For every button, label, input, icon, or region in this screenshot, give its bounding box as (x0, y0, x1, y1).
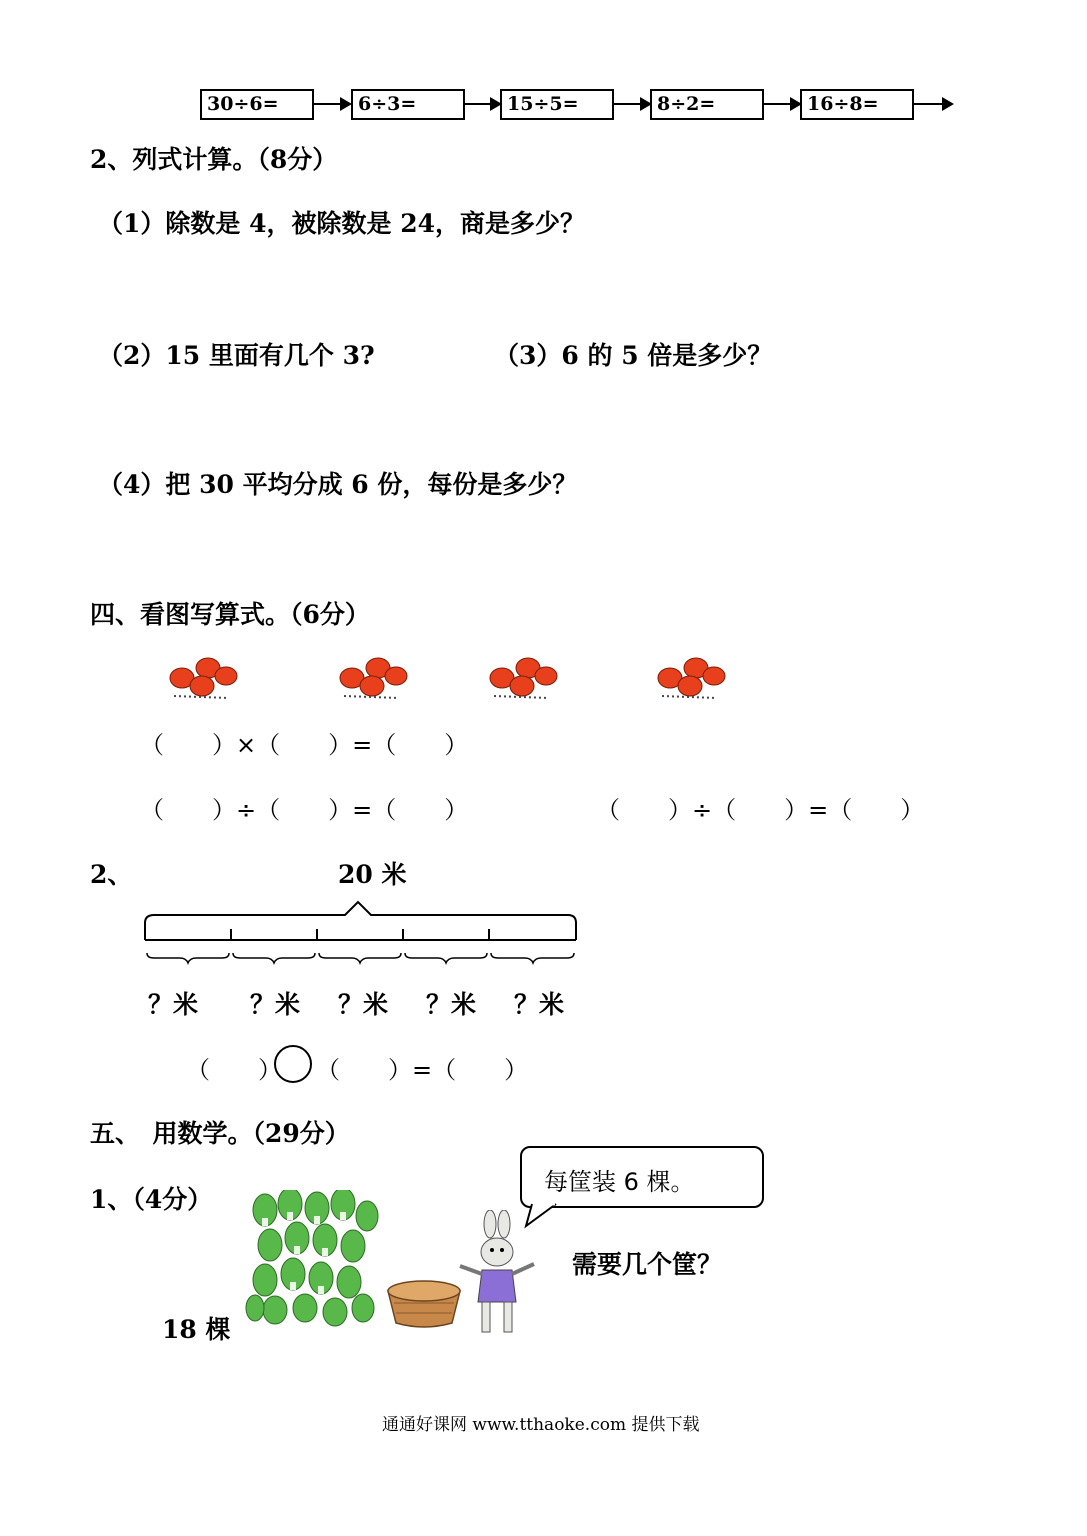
chain-box-5: 16÷8= (800, 89, 914, 120)
question-3: （3）6 的 5 倍是多少？ (494, 341, 773, 370)
segment-label-3: ？米 (338, 990, 389, 1019)
chain-box-4: 8÷2= (650, 89, 764, 120)
question-4: （4）把 30 平均分成 6 份，每份是多少？ (98, 470, 578, 499)
section2-heading: 2、列式计算。（8分） (90, 145, 338, 174)
equation-left-blank: （ ） (186, 1056, 282, 1084)
total-length-label: 20 米 (338, 860, 407, 889)
equation-right-blanks: （ ）=（ ） (316, 1056, 529, 1084)
arrow-icon (314, 103, 350, 105)
segment-label-5: ？米 (514, 990, 565, 1019)
equation-row-2b: （ ）÷（ ）=（ ） (596, 796, 925, 824)
apple-group-1 (170, 658, 237, 698)
arrow-icon (914, 103, 952, 105)
apple-group-4 (658, 658, 725, 698)
chain-box-3: 15÷5= (500, 89, 614, 120)
apple-groups (160, 650, 740, 710)
segment-diagram (140, 895, 585, 970)
chain-box-1: 30÷6= (200, 89, 314, 120)
basket-question: 需要几个筐？ (572, 1250, 723, 1279)
chain-box-2: 6÷3= (351, 89, 465, 120)
apple-group-2 (340, 658, 407, 698)
speech-bubble (520, 1146, 764, 1208)
apple-group-3 (490, 658, 557, 698)
question-5-1-label: 1、（4分） (90, 1185, 213, 1214)
section4-heading: 四、看图写算式。（6分） (90, 600, 370, 629)
cabbage-count-label: 18 棵 (162, 1315, 231, 1344)
equation-row-2a: （ ）÷（ ）=（ ） (140, 796, 469, 824)
question-1: （1）除数是 4，被除数是 24，商是多少？ (98, 209, 585, 238)
footer-text: 通通好课网 www.tthaoke.com 提供下载 (382, 1415, 700, 1435)
operator-circle (274, 1045, 312, 1083)
arrow-icon (614, 103, 650, 105)
segment-label-4: ？米 (426, 990, 477, 1019)
bubble-text: 每筐装 6 棵。 (544, 1168, 695, 1196)
segment-label-2: ？米 (250, 990, 301, 1019)
subquestion-2-label: 2、 (90, 860, 133, 889)
question-2: （2）15 里面有几个 3? (98, 341, 375, 370)
bubble-tail (522, 1200, 562, 1230)
arrow-icon (764, 103, 800, 105)
arrow-icon (465, 103, 500, 105)
section5-heading: 五、 用数学。（29分） (90, 1119, 350, 1148)
equation-row-1: （ ）×（ ）=（ ） (140, 731, 469, 759)
segment-label-1: ？米 (148, 990, 199, 1019)
cabbage-pile-image (245, 1190, 385, 1330)
